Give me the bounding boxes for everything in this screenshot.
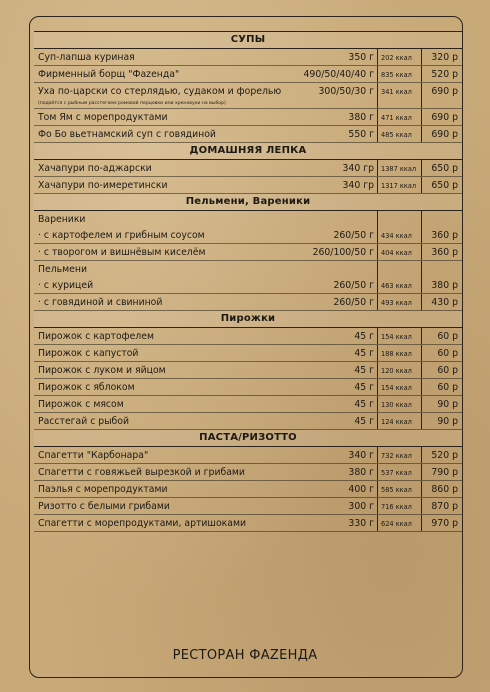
item-name: Пирожок с яблоком (38, 382, 135, 393)
item-weight: 550 г (298, 126, 378, 142)
item-kcal: 202 ккал (378, 49, 422, 65)
item-weight: 490/50/40/40 г (298, 66, 378, 82)
item-weight: 350 г (298, 49, 378, 65)
item-note: (подаётся с рыбным расстегаем ромовой перцовки или хреновухи на выбор) (38, 101, 226, 106)
item-price: 650 р (431, 163, 458, 174)
item-price: 520 р (431, 69, 458, 80)
menu-item (34, 83, 462, 99)
item-weight: 45 г (298, 362, 378, 378)
item-kcal: 1387 ккал (378, 160, 422, 176)
menu-item (34, 49, 462, 66)
item-weight: 330 г (298, 515, 378, 531)
item-weight: 340 гр (298, 160, 378, 176)
item-name: Ризотто с белыми грибами (38, 501, 170, 512)
item-kcal: 130 ккал (378, 396, 422, 412)
item-weight: 260/100/50 г (298, 244, 378, 260)
item-name: Фирменный борщ "Фаzенда" (38, 69, 180, 80)
menu-item (34, 294, 462, 311)
item-kcal: 124 ккал (378, 413, 422, 429)
item-name: Пирожок с мясом (38, 399, 124, 410)
item-price: 790 р (431, 467, 458, 478)
item-price: 90 р (437, 399, 458, 410)
item-name: · с творогом и вишнёвым киселём (38, 247, 206, 258)
section-title: СУПЫ (34, 32, 462, 49)
section-title: Пирожки (34, 311, 462, 328)
item-weight: 380 г (298, 109, 378, 125)
item-price: 650 р (431, 180, 458, 191)
item-kcal: 188 ккал (378, 345, 422, 361)
item-price: 90 р (437, 416, 458, 427)
menu-item (34, 396, 462, 413)
item-weight: 45 г (298, 413, 378, 429)
item-name: Пельмени (38, 264, 87, 275)
item-kcal (378, 261, 422, 277)
item-kcal: 732 ккал (378, 447, 422, 463)
item-price: 360 р (431, 230, 458, 241)
menu-item (34, 498, 462, 515)
item-name: · с картофелем и грибным соусом (38, 230, 205, 241)
item-weight: 260/50 г (298, 227, 378, 243)
item-name: Вареники (38, 214, 86, 225)
menu-group-label (34, 211, 462, 227)
item-weight: 260/50 г (298, 277, 378, 293)
item-name: · с говядиной и свининой (38, 297, 163, 308)
menu-item (34, 481, 462, 498)
item-price (422, 211, 462, 227)
item-kcal: 471 ккал (378, 109, 422, 125)
item-name: Пирожок с капустой (38, 348, 139, 359)
item-name: Уха по-царски со стерлядью, судаком и форелью (38, 86, 282, 97)
item-kcal: 624 ккал (378, 515, 422, 531)
item-weight: 260/50 г (298, 294, 378, 310)
item-price: 690 р (431, 129, 458, 140)
section-title: Пельмени, Вареники (34, 194, 462, 211)
item-weight: 400 г (298, 481, 378, 497)
item-weight: 45 г (298, 345, 378, 361)
menu-item (34, 413, 462, 430)
item-price: 320 р (431, 52, 458, 63)
item-price (422, 261, 462, 277)
menu-item (34, 277, 462, 294)
menu-item (34, 177, 462, 194)
item-kcal: 716 ккал (378, 498, 422, 514)
item-weight (298, 261, 378, 277)
item-weight: 300 г (298, 498, 378, 514)
item-price: 860 р (431, 484, 458, 495)
item-kcal: 341 ккал (378, 83, 422, 99)
menu-item (34, 379, 462, 396)
item-name: Пирожок с картофелем (38, 331, 154, 342)
item-name: Фо Бо вьетнамский суп с говядиной (38, 129, 216, 140)
item-kcal: 154 ккал (378, 328, 422, 344)
item-weight: 45 г (298, 328, 378, 344)
menu-item (34, 447, 462, 464)
item-kcal (378, 211, 422, 227)
item-note-row (34, 99, 462, 109)
item-kcal: 585 ккал (378, 481, 422, 497)
item-name: Пирожок с луком и яйцом (38, 365, 166, 376)
section-title: ДОМАШНЯЯ ЛЕПКА (34, 143, 462, 160)
item-name: Суп-лапша куриная (38, 52, 135, 63)
item-price: 60 р (437, 348, 458, 359)
item-weight: 380 г (298, 464, 378, 480)
empty-cell (298, 99, 378, 108)
item-name: Расстегай с рыбой (38, 416, 130, 427)
menu-item (34, 515, 462, 532)
menu-item (34, 345, 462, 362)
item-weight: 45 г (298, 379, 378, 395)
item-weight: 340 гр (298, 177, 378, 193)
item-name: Паэлья с морепродуктами (38, 484, 168, 495)
item-price: 60 р (437, 365, 458, 376)
menu-item (34, 160, 462, 177)
item-name: Хачапури по-имеретински (38, 180, 168, 191)
menu-item (34, 109, 462, 126)
item-price: 970 р (431, 518, 458, 529)
item-kcal: 154 ккал (378, 379, 422, 395)
item-price: 430 р (431, 297, 458, 308)
item-kcal: 1317 ккал (378, 177, 422, 193)
menu-group-label (34, 261, 462, 277)
section-title: ПАСТА/РИЗОТТО (34, 430, 462, 447)
item-name: Хачапури по-аджарски (38, 163, 152, 174)
menu-item (34, 464, 462, 481)
menu-item (34, 66, 462, 83)
empty-cell (378, 99, 422, 108)
item-kcal: 463 ккал (378, 277, 422, 293)
item-kcal: 404 ккал (378, 244, 422, 260)
item-price: 360 р (431, 247, 458, 258)
item-name: · с курицей (38, 280, 94, 291)
item-name: Том Ям с морепродуктами (38, 112, 168, 123)
item-price: 60 р (437, 331, 458, 342)
item-weight: 340 г (298, 447, 378, 463)
item-price: 870 р (431, 501, 458, 512)
item-name: Спагетти с морепродуктами, артишоками (38, 518, 246, 529)
item-kcal: 537 ккал (378, 464, 422, 480)
item-name: Спагетти "Карбонара" (38, 450, 149, 461)
menu-item (34, 244, 462, 261)
item-price: 690 р (431, 112, 458, 123)
item-price: 690 р (431, 86, 458, 97)
item-price: 60 р (437, 382, 458, 393)
menu-item (34, 328, 462, 345)
item-weight: 45 г (298, 396, 378, 412)
item-kcal: 120 ккал (378, 362, 422, 378)
item-price: 520 р (431, 450, 458, 461)
item-kcal: 485 ккал (378, 126, 422, 142)
item-kcal: 434 ккал (378, 227, 422, 243)
item-name: Спагетти с говяжьей вырезкой и грибами (38, 467, 245, 478)
item-kcal: 835 ккал (378, 66, 422, 82)
menu-item (34, 126, 462, 143)
menu-item (34, 362, 462, 379)
item-kcal: 493 ккал (378, 294, 422, 310)
empty-cell (422, 99, 462, 108)
item-price: 380 р (431, 280, 458, 291)
item-weight: 300/50/30 г (298, 83, 378, 99)
item-weight (298, 211, 378, 227)
restaurant-name: РЕСТОРАН ФАZЕНДА (172, 648, 318, 663)
menu-table (34, 31, 462, 532)
menu-item (34, 227, 462, 244)
